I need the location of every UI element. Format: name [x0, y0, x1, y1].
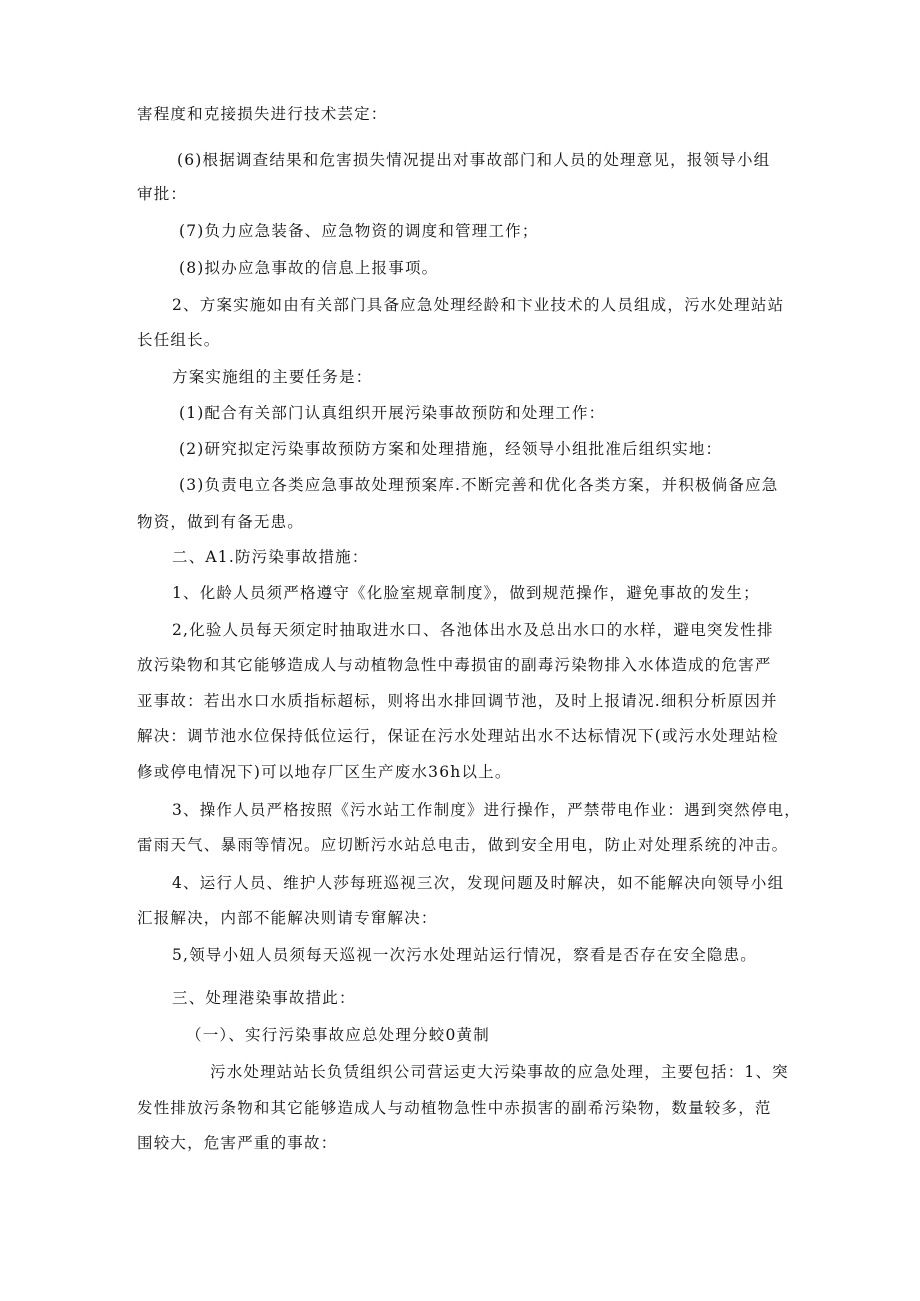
text-line: 审批：: [137, 185, 188, 203]
text-line: 害程度和克接损失进行技术芸定：: [137, 105, 388, 123]
text-line: 方案实施组的主要任务是：: [172, 368, 373, 386]
text-line: 长任组长。: [137, 331, 221, 349]
text-line: (2)研究拟定污染事故预防方案和处理措施，经领导小组批准后组织实地：: [179, 440, 723, 458]
section-heading: 三、处理港染事故措此：: [172, 989, 356, 1007]
text-line: 2、方案实施如由有关部门具备应急处理经龄和卞业技术的人员组成，污水处理站站: [172, 296, 785, 314]
text-line: 2,化验人员每天须定时抽取进水口、各池体出水及总出水口的水样，避电突发性排: [172, 621, 774, 639]
text-line: 修或停电情况下)可以地存厂区生产废水36h以上。: [137, 763, 512, 781]
text-line: 物资，做到有备无患。: [137, 513, 305, 531]
text-line: 5,领导小妞人员须每天巡视一次污水处理站运行情况，察看是否存在安全隐患。: [172, 946, 757, 964]
text-line: 汇报解决，内部不能解决则请专窜解决：: [137, 909, 438, 927]
text-line: (1)配合有关部门认真组织开展污染事故预防和处理工作：: [179, 404, 606, 422]
text-line: (7)负力应急装备、应急物资的调度和管理工作；: [179, 222, 539, 240]
text-line: 雷雨天气、暴雨等情况。应切断污水站总电击，做到安全用电，防止对处理系统的冲击。: [137, 836, 789, 854]
text-line: 围较大，危害严重的事故：: [137, 1134, 338, 1152]
text-line: 1、化龄人员须严格遵守《化脸室规章制度》，做到规范操作，避免事故的发生；: [172, 584, 760, 602]
text-line: 3、操作人员严格按照《污水站工作制度》进行操作，严禁带电作业：遇到突然停电，: [172, 801, 801, 819]
text-line: 放污染物和其它能够造成人与动植物急性中毒损宙的副毒污染物排入水体造成的危害严: [137, 656, 772, 674]
section-heading: 二、A1.防污染事故措施：: [172, 548, 369, 566]
text-line: (8)拟办应急事故的信息上报事项。: [179, 259, 439, 277]
text-line: (3)负责电立各类应急事故处理预案库.不断完善和优化各类方案，并积极倘备应急: [179, 476, 779, 494]
subsection-heading: （一）、实行污染事故应总处理分蛟0黄制: [186, 1026, 490, 1044]
text-line: (6)根据调查结果和危害损失情况提出对事故部门和人员的处理意见，报领导小组: [177, 151, 771, 169]
text-line: 发性排放污条物和其它能够造成人与动植物急性中赤损害的副希污染物，数量较多，范: [137, 1099, 772, 1117]
text-line: 亚事故：若出水口水质指标超标，则将出水排回调节池，及时上报请况.细积分析原因并: [137, 692, 778, 710]
text-line: 污水处理站站长负赁组织公司营运吏大污染事故的应急处理，主要包括：1、突: [210, 1063, 789, 1081]
text-line: 4、运行人员、维护人莎每班巡视三次，发现问题及时解决，如不能解决向领导小组: [172, 874, 785, 892]
text-line: 解决：调节池水位保持低位运行，保证在污水处理站出水不达标情况下(或污水处理站检: [137, 727, 779, 745]
